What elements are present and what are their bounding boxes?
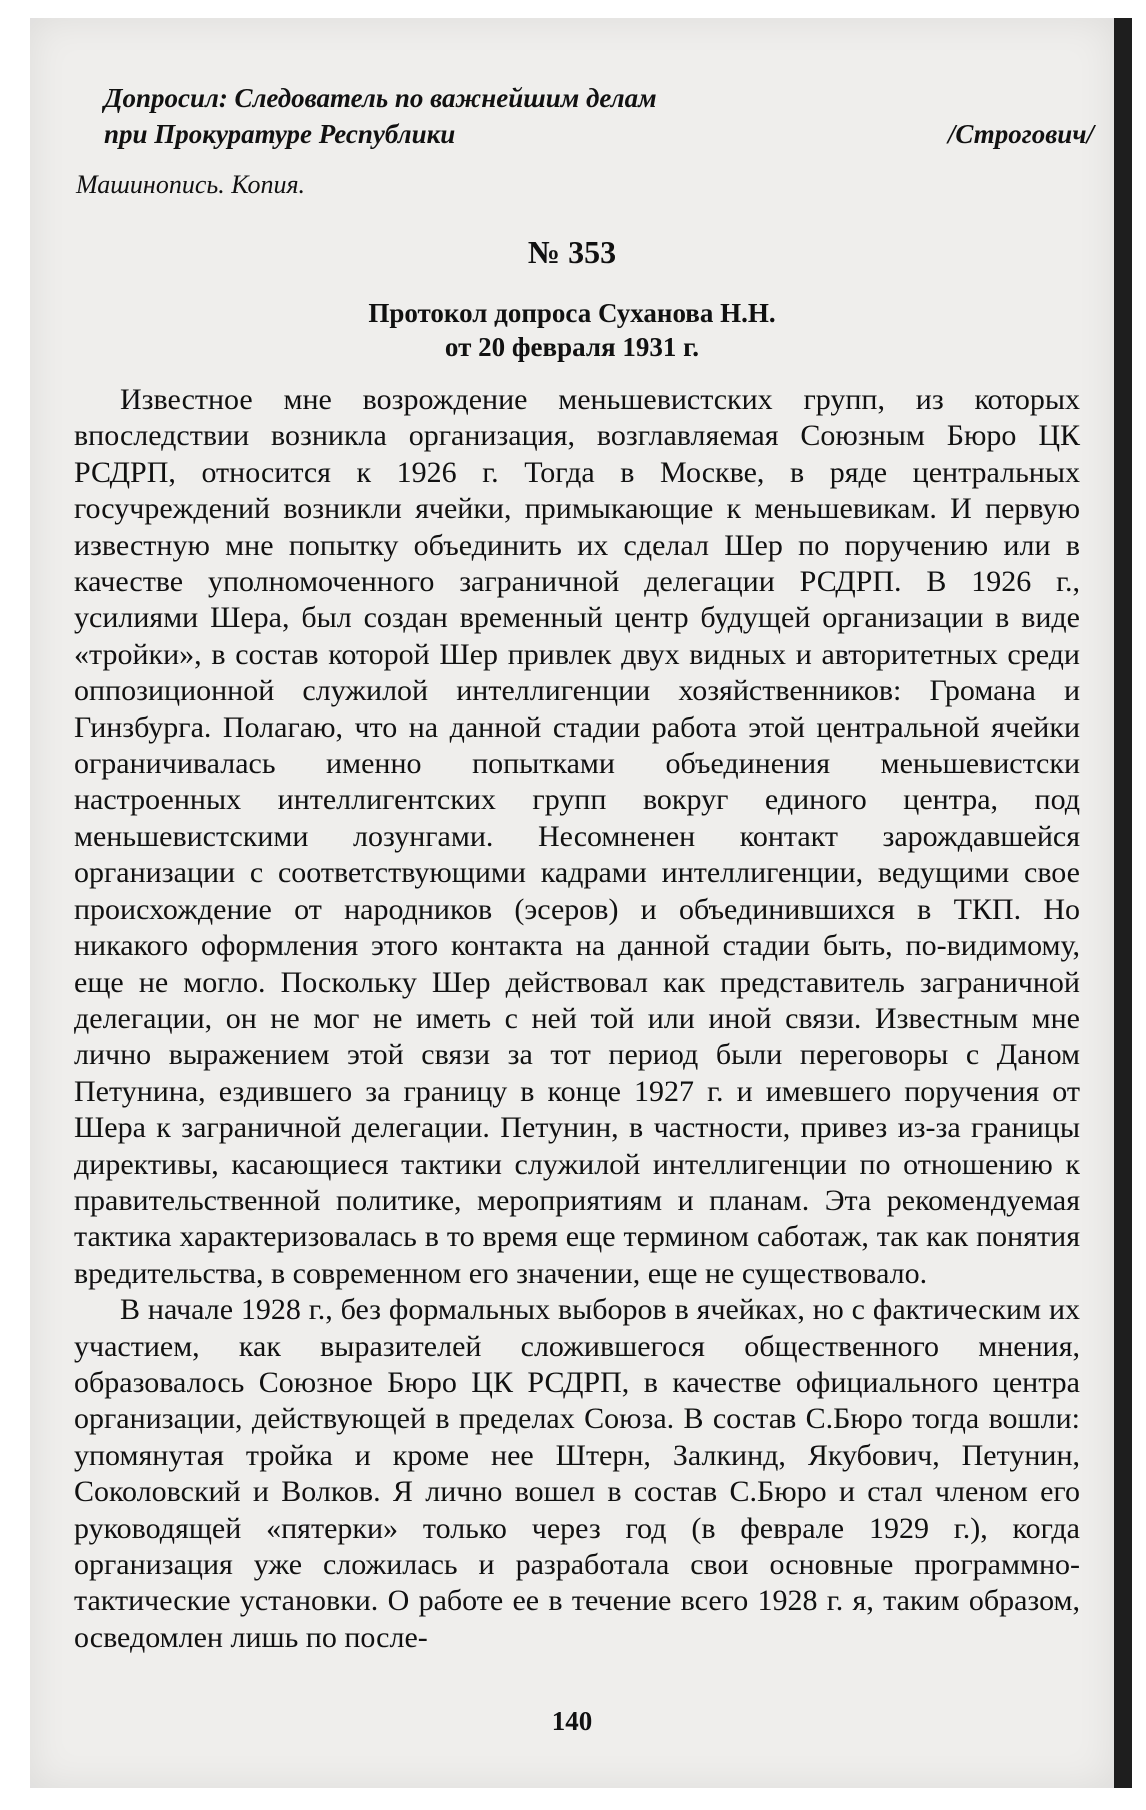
document-title-line2: от 20 февраля 1931 г. bbox=[444, 332, 700, 362]
document-title-line1: Протокол допроса Суханова Н.Н. bbox=[368, 298, 776, 328]
body-paragraph-1: Известное мне возрождение меньшевистских групп, из которых впоследствии возникла организация, возглавляемая Союзным Бюро ЦК РСДРП, относится к 1926 г. Тогда в Москве, в ряде центральных госучреждений возникли ячейки, примыкающие к меньшевикам. И первую известную мне попытку объединить их сделал Шер по поручению или в качестве уполномоченного заграничной делегации РСДРП. В 1926 г., усилиями Шера, был создан временный центр будущей организации в виде «тройки», в состав которой Шер привлек двух видных и авторитетных среди оппозиционной служилой интеллигенции хозяйственников: Громана и Гинзбурга. Полагаю, что на данной стадии работа этой центральной ячейки ограничивалась именно попытками объединения меньшевистски настроенных интеллигентских групп вокруг единого центра, под меньшевистскими лозунгами. Несомненен контакт зарождавшейся организации с соответствующими кадрами интеллигенции, ведущими свое происхождение от народников (эсеров) и объединившихся в ТКП. Но никакого оформления этого контакта на данной стадии быть, по-видимому, еще не могло. Поскольку Шер действовал как представитель заграничной делегации, он не мог не иметь с ней той или иной связи. Известным мне лично выражением этой связи за тот период были переговоры с Даном Петунина, ездившего за границу в конце 1927 г. и имевшего поручения от Шера к заграничной делегации. Петунин, в частности, привез из-за границы директивы, касающиеся тактики служилой интеллигенции по отношению к правительственной политике, мероприятиям и планам. Эта рекомендуемая тактика характеризовалась в то время еще термином саботаж, так как понятия вредительства, в современном его значении, еще не существовало. bbox=[74, 383, 1080, 1290]
investigator-name: /Строгович/ bbox=[947, 119, 1094, 149]
interrogator-title-line1: Допросил: Следователь по важнейшим делам bbox=[104, 83, 657, 113]
body-paragraph-2: В начале 1928 г., без формальных выборов в ячейках, но с фактическим их участием, как выразителей сложившегося общественного мнения, образовалось Союзное Бюро ЦК РСДРП, в качестве официального центра организации, действующей в пределах Союза. В состав С.Бюро тогда вошли: упомянутая тройка и кроме нее Штерн, Залкинд, Якубович, Петунин, Соколовский и Волков. Я лично вошел в состав С.Бюро и стал членом его руководящей «пятерки» только через год (в феврале 1929 г.), когда организация уже сложилась и разработала свои основные программно-тактические установки. О работе ее в течение всего 1928 г. я, таким образом, осведомлен лишь по после- bbox=[74, 1293, 1080, 1654]
interrogator-signature-block bbox=[104, 80, 1094, 152]
copy-note: Машинопись. Копия. bbox=[76, 170, 306, 199]
protocol-body bbox=[74, 382, 1080, 1656]
page-number: 140 bbox=[551, 1706, 593, 1736]
interrogator-title-line2: при Прокуратуре Республики bbox=[104, 119, 456, 149]
document-title bbox=[30, 296, 1114, 364]
document-number: № 353 bbox=[527, 234, 617, 270]
book-page bbox=[30, 18, 1132, 1788]
